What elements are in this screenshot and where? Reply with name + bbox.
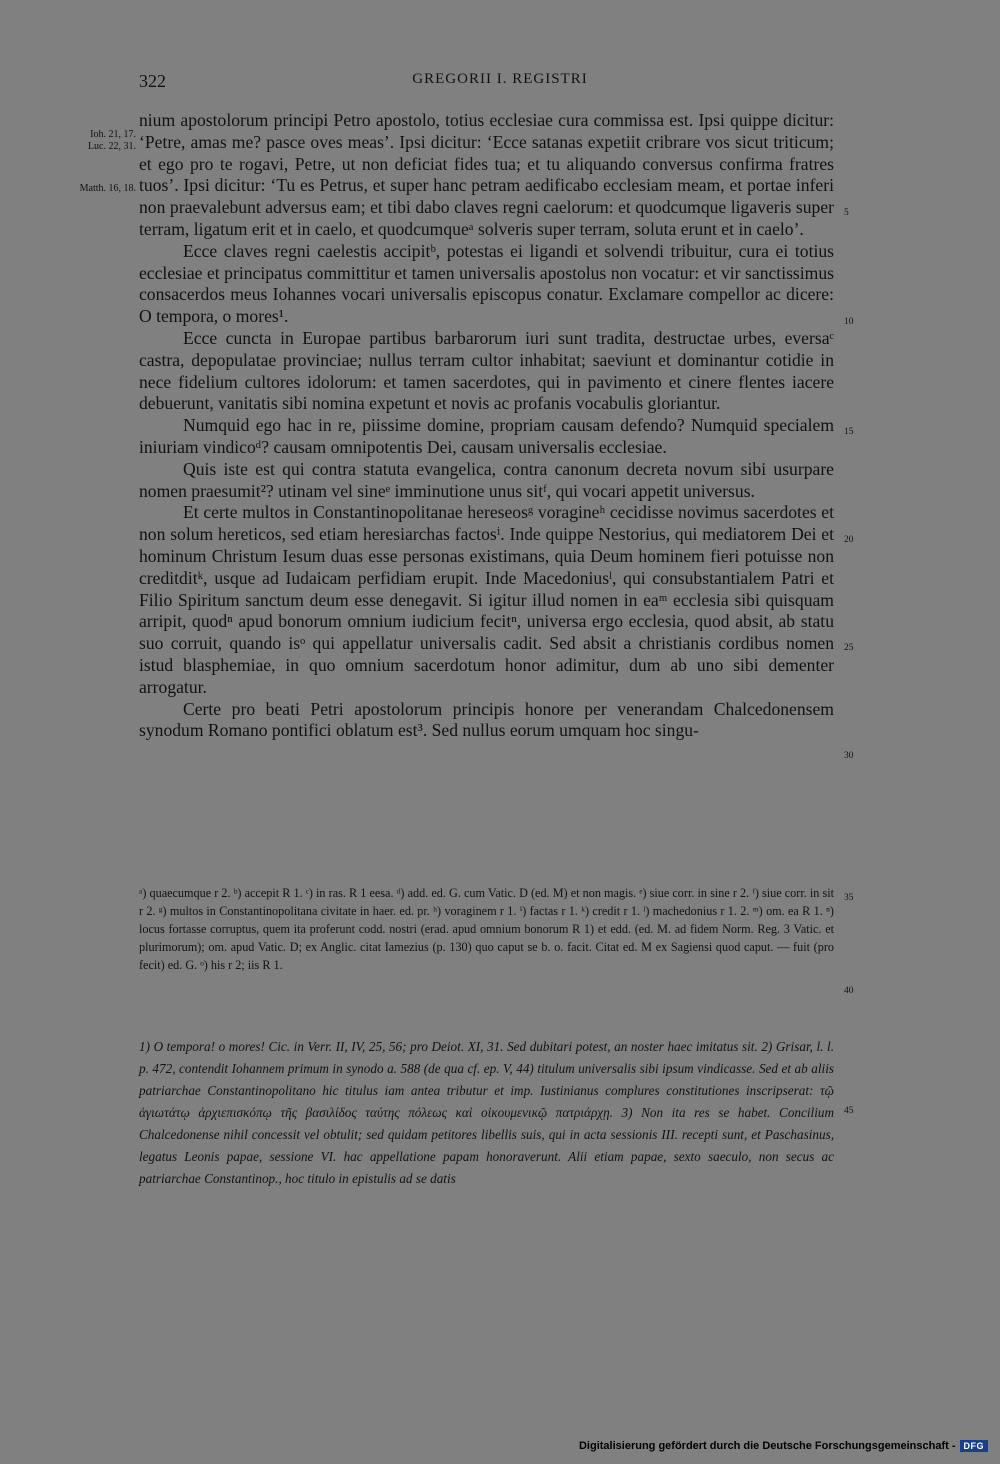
paragraph: Et certe multos in Constantinopolitanae hereseosᵍ voragineʰ cecidisse novimus sacerdotes et non solum hereticos, sed etiam heresiarchas factosⁱ. Inde quippe Nestorius, qui mediatorem Dei et hominum Christum Iesum duas esse personas existimans, quia Deum hominem fieri potuisse non creditditᵏ, usque ad Iudaicam perfidiam erupit. Inde Macedoniusˡ, qui consubstantialem Patri et Filio Spiritum sanctum deum esse denegavit. Si igitur illud nomen in eaᵐ ecclesia sibi quisquam arripit, quodⁿ apud bonorum omnium iudicium fecitⁿ, universa ergo ecclesia, quod absit, ab statu suo corruit, quando isᵒ qui appellatur universalis cadit. Sed absit a christianis cordibus nomen istud blasphemiae, in quo omnium sacerdotum honor adimitur, dum ab uno sibi dementer arrogatur.: [139, 502, 834, 697]
line-number: 25: [844, 643, 854, 653]
line-number: 10: [844, 317, 854, 327]
critical-apparatus: [139, 884, 834, 974]
paragraph: nium apostolorum principi Petro apostolo, totius ecclesiae cura commissa est. Ipsi quippe dicitur: ‘Petre, amas me? pasce oves meas’. Ipsi dicitur: ‘Ecce satanas expetiit cribrare vos sicut triticum; et ego pro te rogavi, Petre, ut non deficiat fides tua; et tu aliquando conversus confirma fratres tuos’. Ipsi dicitur: ‘Tu es Petrus, et super hanc petram aedificabo ecclesiam meam, et portae inferi non praevalebunt adversus eam; et tibi dabo claves regni caelorum: et quodcumque ligaveris super terram, ligatum erit et in caelo, et quodcumqueᵃ solveris super terram, soluta erunt et in caelo’.: [139, 110, 834, 239]
line-number: 5: [844, 208, 849, 218]
paragraph: Certe pro beati Petri apostolorum principis honore per venerandam Chalcedonensem synodum Romano pontifici oblatum est³. Sed nullus eorum umquam hoc singu-: [139, 698, 834, 741]
main-text: [139, 110, 834, 742]
line-number: 45: [844, 1106, 854, 1116]
line-number: 35: [844, 893, 854, 903]
line-number: 40: [844, 986, 854, 996]
margin-reference: Luc. 22, 31.: [87, 141, 136, 152]
commentary-text: 1) O tempora! o mores! Cic. in Verr. II, IV, 25, 56; pro Deiot. XI, 31. Sed dubitari potest, an noster haec imitatus sit. 2) Grisar, l. l. p. 472, contendit Iohannem primum in synodo a. 588 (de qua cf. ep. V, 44) titulum universalis sibi ipsum vindicasse. Sed et ab aliis patriarchae Constantinopolitano hic titulus iam antea tributur et imp. Iustinianus complures constitutiones inscripserat: τῷ ἁγιωτάτῳ ἀρχιεπισκόπῳ τῆς βασιλίδος ταύτης πόλεως καὶ οἰκουμενικῷ πατριάρχῃ. 3) Non ita res se habet. Concilium Chalcedonense nihil concessit vel obtulit; sed quidam petitores libellis suis, qui in acta sessionis III. recepti sunt, et Paschasinus, legatus Leonis papae, sessione VI. hac appellatione papam honoraverunt. Alii etiam papae, sexto saeculo, non secus ac patriarchae Constantinop., hoc titulo in epistulis ad se datis: [139, 1039, 834, 1186]
apparatus-text: ᵃ) quaecumque r 2. ᵇ) accepit R 1. ᶜ) in ras. R 1 eesa. ᵈ) add. ed. G. cum Vatic. D (ed. M) et non magis. ᵉ) siue corr. in sine r 2. ᶠ) siue corr. in sit r 2. ᵍ) multos in Constantinopolitana civitate in haer. ed. pr. ʰ) voraginem r 1. ⁱ) factas r 1. ᵏ) credit r 1. ˡ) machedonius r 1. 2. ᵐ) om. ea R 1. ⁿ) locus fortasse corruptus, quem ita proferunt codd. nostri (erad. apud omnium bonorum R 1) et edd. (ed. M. ad fidem Norm. Reg. 3 Vatic. et plurimorum); om. apud Vatic. D; ex Anglic. citat Iamezius (p. 130) quo caput se b. o. facit. Citat ed. M ex Sagiensi quod caput. — fuit (pro fecit) ed. G. ᵒ) his r 2; iis R 1.: [139, 886, 834, 972]
digitization-credit: [579, 1440, 988, 1452]
running-title: GREGORII I. REGISTRI: [412, 71, 588, 87]
paragraph: Ecce cuncta in Europae partibus barbarorum iuri sunt tradita, destructae urbes, eversaᶜ castra, depopulatae provinciae; nullus terram cultor inhabitat; saeviunt et dominantur cotidie in nece fidelium cultores idolorum: et tamen sacerdotes, qui in pavimento et cinere flentes iacere debuerunt, vanitatis sibi nomina expetunt et novis ac profanis vocabulis gloriantur.: [139, 327, 834, 414]
page-number: 322: [139, 71, 166, 91]
line-number: 20: [844, 535, 854, 545]
credit-text: Digitalisierung gefördert durch die Deutsche Forschungsgemeinschaft -: [578, 1440, 956, 1452]
commentary-notes: [139, 1036, 834, 1190]
margin-reference: Ioh. 21, 17.: [90, 129, 136, 140]
paragraph: Ecce claves regni caelestis accipitᵇ, potestas ei ligandi et solvendi tribuitur, cura ei totius ecclesiae et principatus committitur et tamen universalis apostolus non vocatur: et vir sanctissimus consacerdos meus Iohannes vocari universalis episcopus conatur. Exclamare compellor ac dicere: O tempora, o mores¹.: [139, 240, 834, 327]
line-number: 30: [844, 751, 854, 761]
paragraph: Numquid ego hac in re, piissime domine, propriam causam defendo? Numquid specialem iniuriam vindicoᵈ? causam omnipotentis Dei, causam universalis ecclesiae.: [139, 415, 834, 457]
paragraph: Quis iste est qui contra statuta evangelica, contra canonum decreta novum sibi usurpare nomen praesumit²? utinam vel sineᵉ imminutione unus sitᶠ, qui vocari appetit universus.: [139, 458, 834, 501]
dfg-logo-icon: DFG: [960, 1440, 989, 1452]
line-number: 15: [844, 427, 854, 437]
margin-reference: Matth. 16, 18.: [79, 183, 136, 194]
